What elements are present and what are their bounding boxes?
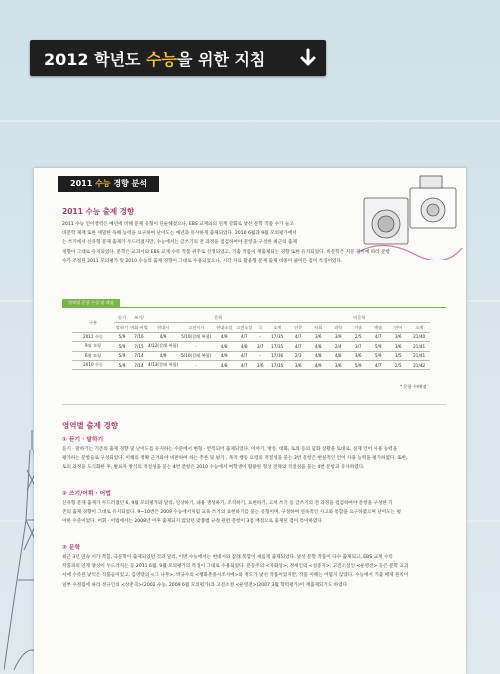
title-rest: 을 위한 지침 — [176, 50, 266, 69]
table-caption: 영역별 문항 구성 및 배점 — [62, 299, 120, 307]
table-cell: 7/14 — [130, 360, 148, 369]
text-line: 토의 과정을 도식화한 후, 발표자 방식의 적절성을 묻는 4번 문항은 2010 수능에서 여학생이 활용한 형상 전략의 적절성을 묻는 4번 문항과 유사하였다. — [62, 465, 365, 471]
table-cell: 21/42 — [408, 360, 430, 369]
text-line: 서에 수록된 낯익은 작품들이었고, 김영랑의 <그 나무>, 박규수의 <행화춘종시조사에>와 정도가 낯선 작품이었지만, 작품 이해는 어렵지 않았다. 수능에서 기출 배제 원칙이 — [62, 573, 409, 579]
table-cell: 7/16 — [130, 332, 148, 341]
section-tab-label: 경향 분석 — [110, 179, 148, 188]
text-line: 이한 수준이었다. 어휘 · 어법에서는 2008년 이후 출제되지 않았던 맞춤법 규정 관련 문항이 3점 배점으로 출제된 점이 특이하였다. — [62, 519, 324, 525]
table-cell: 4/9 — [308, 360, 328, 369]
table-cell: 4/8 — [328, 351, 348, 360]
table-cell: 5/9 — [348, 360, 368, 369]
table-cell: 4/8 — [214, 342, 234, 351]
text-line: 존의 출제 경향이 그대로 유지되었다. 9~10번은 2009 수능에서처럼 교육 쓰기의 표현하기를 묻는 유형이며, 구성하여 연속적인 사고와 통합을 요구하였으며 난이도는 평 — [62, 510, 401, 516]
score-table-box — [62, 307, 446, 383]
table-cell: 5/9 — [114, 351, 130, 360]
table-cell: 4/7 — [288, 342, 308, 351]
table-cell: 2/5 — [388, 360, 408, 369]
table-cell: 4/7 — [288, 332, 308, 341]
table-cell: 21/41 — [408, 342, 430, 351]
table-cell: 2/3 — [288, 351, 308, 360]
detail-heading: 영역별 출제 경향 — [62, 421, 118, 430]
table-header-cell: 기술 — [348, 323, 368, 332]
table-cell: 5/9 — [114, 360, 130, 369]
row-label: 2010 수능 — [72, 360, 114, 369]
page-header — [30, 40, 326, 76]
bg-stripe — [0, 120, 500, 122]
text-line: 평가하는 문항들로 구성되었다. 이해의 정확 근거와야 비판하여 하는 추론 및 평가 , 목적 행동 요령의 적절성을 묻는 3번 문항은 현실적인 언어 사용 능력을 평가하였다. 또한, — [62, 456, 408, 462]
table-cell: 17/36 — [266, 351, 288, 360]
table-cell: 4/8 — [308, 342, 328, 351]
table-header-cell: 소계 — [266, 323, 288, 332]
table-cell: 3/6 — [328, 360, 348, 369]
table-cell: 4/12(갈래 복합) — [148, 342, 178, 351]
table-cell: 3/6 — [288, 360, 308, 369]
section-tab — [58, 176, 159, 192]
table-cell: 4/7 — [234, 351, 254, 360]
table-header-cell: 예술 — [368, 323, 388, 332]
table-body — [72, 332, 430, 370]
table-cell: 3/6 — [254, 360, 266, 369]
title-year: 2012 학년도 — [44, 50, 147, 69]
overview-heading: 2011 수능 출제 경향 — [62, 207, 135, 216]
table-cell: 4/9 — [148, 332, 178, 341]
table-cell: 17/35 — [266, 332, 288, 341]
table-cell: 3/6 — [388, 332, 408, 341]
down-arrow-icon[interactable] — [296, 46, 320, 70]
table-cell: 5/10(갈래 복합) — [178, 332, 214, 341]
table-cell: 5/9 — [114, 342, 130, 351]
table-cell: 4/9 — [148, 351, 178, 360]
table-cell: 2/4 — [328, 342, 348, 351]
table-header-cell: 소계 — [408, 323, 430, 332]
table-cell: 5/9 — [368, 351, 388, 360]
table-cell: 4/7 — [368, 360, 388, 369]
table-cell: 5/9 — [114, 332, 130, 341]
table-cell: 4/8 — [214, 360, 234, 369]
table-cell: 7/14 — [130, 351, 148, 360]
table-header-cell: 문학 — [148, 314, 288, 323]
table-cell: 3/7 — [254, 342, 266, 351]
table-cell: - — [178, 360, 214, 369]
subsection-title: ② 쓰기/어휘 · 어법 — [62, 491, 111, 497]
table-cell: 4/9 — [214, 332, 234, 341]
table-header-cell: 언어 — [388, 323, 408, 332]
title-highlight: 수능 — [146, 50, 177, 69]
section-tab-highlight: 수능 — [95, 179, 111, 188]
table-cell: 3/6 — [348, 351, 368, 360]
table-row — [72, 342, 430, 351]
table-header-cell: 극 — [254, 323, 266, 332]
text-line: 작품과의 연계 양상이 두드러지는 등 2011 6월, 9월 모의평가의 특징이 그대로 수용되었다. 문동주의 <자화상>, 정세인의 <설중자>, 고전소설인 <운영전> 등은 문학 교과 — [62, 564, 409, 570]
text-line: 는 쓰기에서 신유형 문제 출제가 두드러졌지만, 수능에서는 글쓰기의 전 과정을 점검하여야 문항을 구성한 최근의 출제 — [62, 240, 297, 246]
subsection-title: ③ 문학 — [62, 545, 81, 551]
table-cell: 4/9 — [214, 351, 234, 360]
table-cell: 4/7 — [234, 360, 254, 369]
table-cell: 4/8 — [308, 351, 328, 360]
table-header-cell: 인문 — [288, 323, 308, 332]
table-note: * 문항 수/배점 — [400, 384, 427, 389]
table-cell: 7/15 — [130, 342, 148, 351]
table-cell: 5/10(갈래 복합) — [178, 351, 214, 360]
table-cell: 3/7 — [348, 342, 368, 351]
table-cell: 3/9 — [328, 332, 348, 341]
section-tab-year: 2011 — [70, 179, 93, 188]
table-cell: 4/13(갈래 복합) — [148, 360, 178, 369]
table-cell: - — [254, 351, 266, 360]
subsection-paragraph — [62, 445, 452, 473]
table-header-cell: 고전시가 — [178, 323, 214, 332]
table-row — [72, 360, 430, 369]
content-page — [34, 168, 466, 674]
table-header-cell: 구분 — [72, 314, 114, 332]
table-cell: 3/5 — [388, 351, 408, 360]
row-label: 2011 수능 — [72, 332, 114, 341]
table-group-header — [72, 314, 430, 323]
table-row — [72, 351, 430, 360]
text-line: 듣기 · 말하기는 기존의 출제 경향 및 난이도를 유지하는 수준에서 변형 · 반복되어 출제되었다. 이야기, 방송, 대화, 토의 등의 담화 상황을 토대로, 실제 언어 사용 능력을 — [62, 447, 398, 452]
table-cell: 4/8 — [234, 342, 254, 351]
text-line: 최근 3년 연속 시가 복합, 극문학이 출제되었던 것과 달리, 이번 수능에서는 현대시와 갈래 복합이 새롭게 출제되었다. 낯선 문학 작품이 다수 출제되고, EBS 교재 수록 — [62, 555, 393, 560]
row-label: 6월 모평 — [72, 351, 114, 360]
row-label: 9월 모평 — [72, 342, 114, 351]
table-cell: 17/35 — [266, 360, 288, 369]
table-cell: 21/40 — [408, 332, 430, 341]
table-cell: 4/7 — [368, 332, 388, 341]
text-line: 2011 수능 언어영역은 예년에 비해 문제 유형이 단순해졌으나, EBS 교재와의 연계 강화로 낯선 문학 작품 수가 늘고 — [62, 222, 294, 227]
table-cell: 4/7 — [234, 332, 254, 341]
table-row — [72, 332, 430, 341]
subsection-title: ① 듣기 · 말하기 — [62, 437, 104, 443]
table-cell: 5/9 — [368, 342, 388, 351]
text-line: 경향이 그대로 유지되었다. 문학은 교과서와 EBS 교재 수록 작품 위주로 선정되었고, 기출 작품이 재출제되는 경향 또한 유지되었다. 비문학은 지문 길이에 따라 문항 — [62, 249, 390, 255]
table-header-cell: 쓰기/ — [130, 314, 148, 323]
table-cell: 2/5 — [348, 332, 368, 341]
table-cell: - — [178, 342, 214, 351]
table-cell: 3/6 — [388, 342, 408, 351]
table-cell: 21/41 — [408, 351, 430, 360]
text-line: 비문학 제재 또한 세밀한 독해 능력을 요구하여 난이도는 예년과 유사하게 출제되었다. 2010 6월과 9월 모의평가에서 — [62, 231, 297, 237]
table-header-cell: 사회 — [308, 323, 328, 332]
text-line: 신유형 문제 출제가 두드러졌던 6, 9월 모의평가와 달리, 연상하기, 내용 생성하기, 조직하기, 표현하기, 고쳐 쓰기 등 글쓰기의 전 과정을 점검하여야 문항을 구성한 기 — [62, 501, 393, 506]
table-header-cell: 고전소설 — [234, 323, 254, 332]
table-sub-header — [72, 323, 430, 332]
page-title — [44, 47, 265, 70]
table-cell: 17/35 — [266, 342, 288, 351]
table-cell: - — [254, 332, 266, 341]
table-header-cell: 비문학 — [288, 314, 430, 323]
text-line: 일부 수정됨에 따라 정규인의 <상춘곡>(2002 수능, 2009 6월 모의평가)과 고전소설 <운영전>(2007 3월 학력평가)이 재출제되기도 하였다. — [62, 582, 349, 588]
text-line: 수가 조절된 2011 모의평가 및 2010 수능의 출제 경향이 그대로 수용되었으나, 시각 자료 활용형 문제 출제 비중이 줄어든 점이 특징이었다. — [62, 258, 343, 264]
table-header-cell: 현대시 — [148, 323, 178, 332]
table-header-cell: 말하기 — [114, 323, 130, 332]
score-table — [72, 314, 430, 370]
subsection-paragraph — [62, 553, 452, 590]
subsection-paragraph — [62, 499, 452, 527]
table-header-cell: 듣기 — [114, 314, 130, 323]
overview-paragraph — [62, 220, 390, 266]
table-header-cell: 어휘·어법 — [130, 323, 148, 332]
table-header-cell: 현대소설 — [214, 323, 234, 332]
section-divider — [62, 404, 446, 405]
table-header-cell: 과학 — [328, 323, 348, 332]
table-cell: 3/6 — [308, 332, 328, 341]
